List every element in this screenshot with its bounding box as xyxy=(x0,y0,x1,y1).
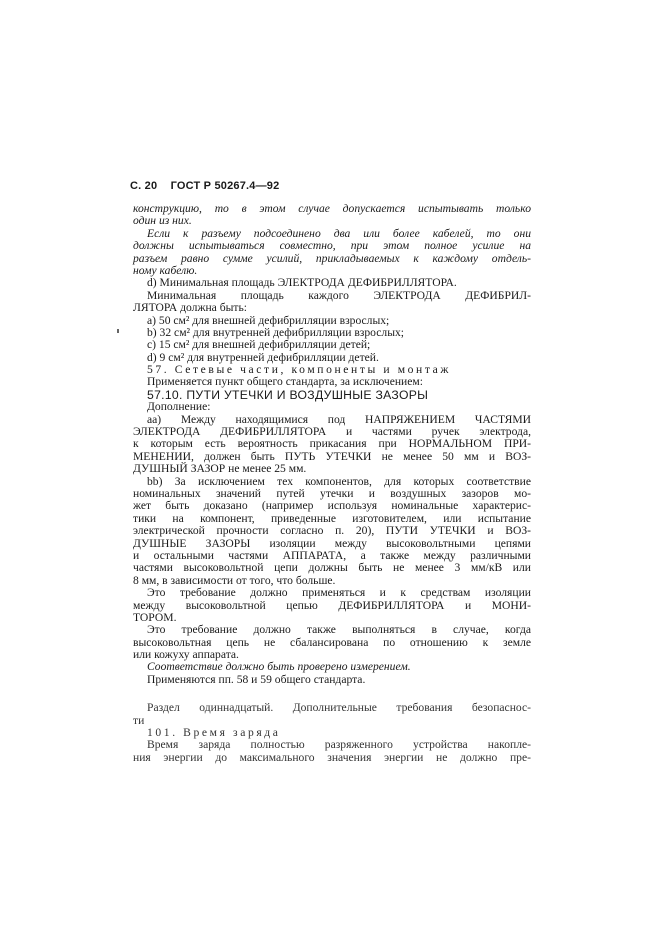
text-line: ния энергии до максимального значения энергии не должно пре- xyxy=(133,750,531,764)
text-line: тики на компонент, приведенные изготовителем, или испытание xyxy=(133,511,531,525)
text-line: 8 мм, в зависимости от того, что больше. xyxy=(133,573,336,587)
text-line: d) 9 см² для внутренней дефибрилляции детей. xyxy=(147,350,379,364)
text-line: один из них. xyxy=(133,214,192,228)
main-text xyxy=(133,203,531,686)
text-line: ному кабелю. xyxy=(133,263,198,277)
text-line: Время заряда полностью разряженного устройства накопле- xyxy=(147,738,531,752)
page-header xyxy=(130,180,289,192)
text-line: Это требование должно также выполняться в случае, когда xyxy=(147,623,531,637)
text-line: Дополнение: xyxy=(147,400,211,414)
text-line: электрической прочности согласно п. 20), ПУТИ УТЕЧКИ и ВОЗ- xyxy=(133,524,531,538)
text-line: ЛЯТОРА должна быть: xyxy=(133,301,247,315)
text-line: номинальных значений путей утечки и воздушных зазоров мо- xyxy=(133,486,531,500)
text-line: 101. Время заряда xyxy=(147,726,281,740)
text-line: частями высоковольтной цепи должны быть не менее 3 мм/кВ или xyxy=(133,561,531,575)
text-line: жет быть доказано (например используя номинальные характерис- xyxy=(133,499,531,513)
text-line: 57. Сетевые части, компоненты и монтаж xyxy=(147,363,451,377)
text-line: ДУШНЫЙ ЗАЗОР не менее 25 мм. xyxy=(133,462,307,476)
text-line: ти xyxy=(133,713,145,727)
text-line: к которым есть вероятность прикасания при НОРМАЛЬНОМ ПРИ- xyxy=(133,437,531,451)
text-line: d) Минимальная площадь ЭЛЕКТРОДА ДЕФИБРИЛЛЯТОРА. xyxy=(147,276,457,290)
text-line: Применяются пп. 58 и 59 общего стандарта. xyxy=(147,672,366,686)
text-line: Раздел одиннадцатый. Дополнительные требования безопаснос- xyxy=(147,701,531,715)
text-line: Применяется пункт общего стандарта, за исключением: xyxy=(147,375,423,389)
text-line: Соответствие должно быть проверено измерением. xyxy=(147,660,411,674)
text-line: aa) Между находящимися под НАПРЯЖЕНИЕМ ЧАСТЯМИ xyxy=(147,412,531,426)
text-line: между высоковольтной цепью ДЕФИБРИЛЛЯТОРА и МОНИ- xyxy=(133,598,531,612)
text-line: Минимальная площадь каждого ЭЛЕКТРОДА ДЕФИБРИЛ- xyxy=(147,288,531,302)
document-body xyxy=(133,203,531,764)
text-line: или кожуху аппарата. xyxy=(133,648,239,662)
text-line: разъем равно сумме усилий, прикладываемых к каждому отдель- xyxy=(133,251,531,265)
text-line: ТОРОМ. xyxy=(133,610,177,624)
text-line: c) 15 см² для внешней дефибрилляции детей; xyxy=(147,338,371,352)
text-line: Это требование должно применяться и к средствам изоляции xyxy=(147,586,531,600)
text-line: Если к разъему подсоединено два или более кабелей, то они xyxy=(147,226,531,240)
text-line: ЭЛЕКТРОДА ДЕФИБРИЛЛЯТОРА и частями ручек электрода, xyxy=(133,425,531,439)
text-line: должны испытываться совместно, при этом полное усилие на xyxy=(133,239,531,253)
section-eleven xyxy=(133,702,531,764)
text-line: конструкцию, то в этом случае допускается испытывать только xyxy=(133,202,531,215)
text-line: и остальными частями АППАРАТА, а также между различными xyxy=(133,548,531,562)
standard-id: ГОСТ Р 50267.4—92 xyxy=(170,180,280,192)
text-line: ДУШНЫЕ ЗАЗОРЫ изоляции между высоковольтными цепями xyxy=(133,536,531,550)
text-line: a) 50 см² для внешней дефибрилляции взрослых; xyxy=(147,313,390,327)
text-line: b) 32 см² для внутренней дефибрилляции взрослых; xyxy=(147,325,404,339)
text-line: bb) За исключением тех компонентов, для которых соответствие xyxy=(147,474,531,488)
page-number: С. 20 xyxy=(130,180,158,192)
text-line: высоковольтная цепь не сбалансирована по отношению к земле xyxy=(133,635,531,649)
text-line: 57.10. ПУТИ УТЕЧКИ И ВОЗДУШНЫЕ ЗАЗОРЫ xyxy=(147,387,429,402)
margin-mark xyxy=(117,329,119,333)
text-line: МЕНЕНИИ, должен быть ПУТЬ УТЕЧКИ не менее 50 мм и ВОЗ- xyxy=(133,449,531,463)
